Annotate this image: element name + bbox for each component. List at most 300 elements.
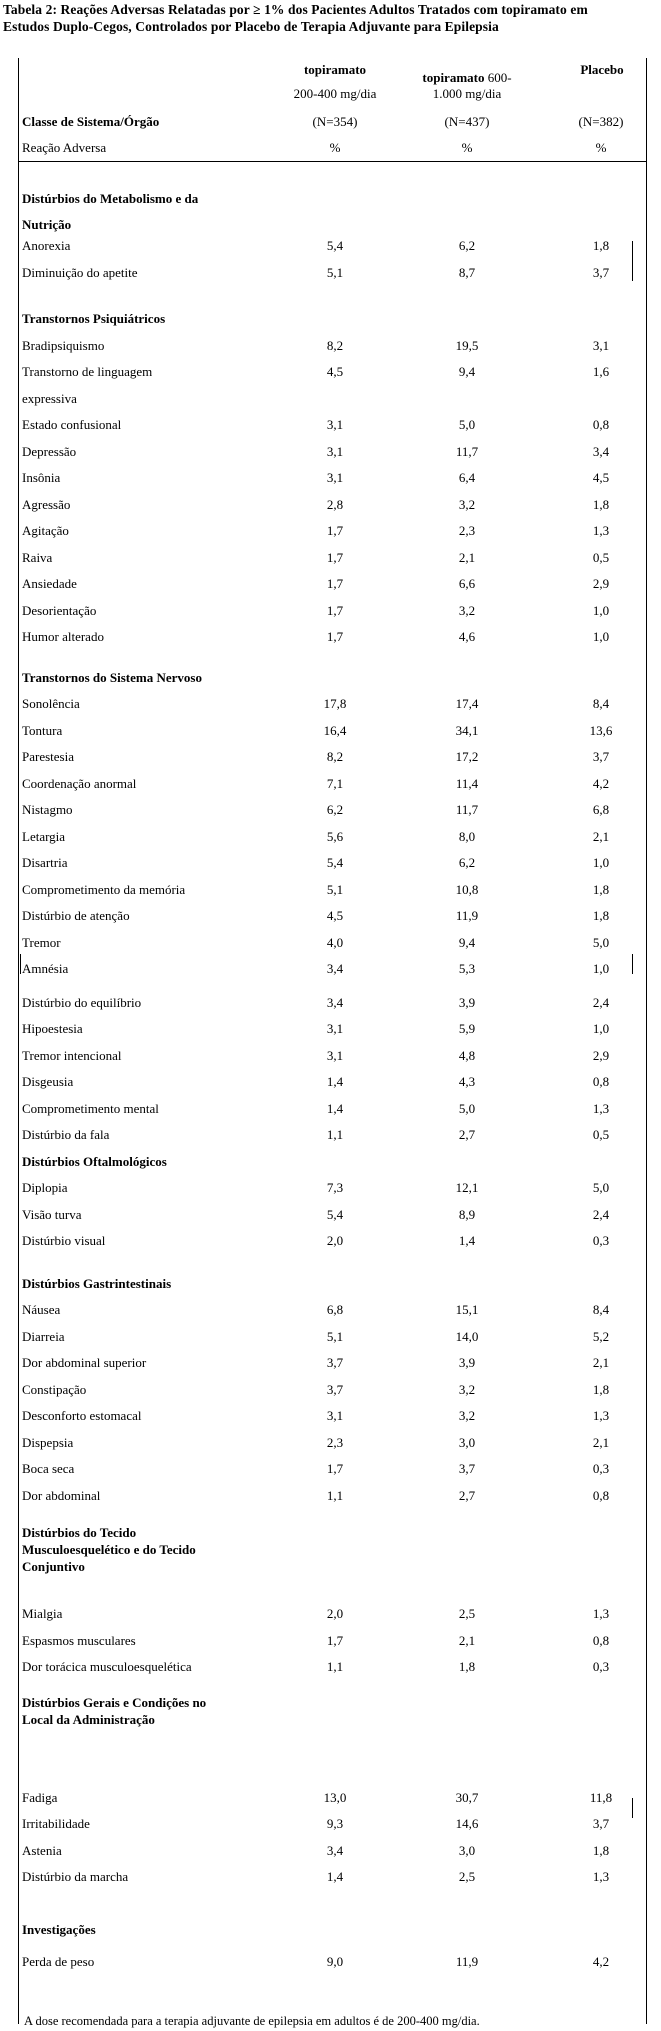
pct2: % <box>461 140 473 155</box>
table-row <box>22 623 646 650</box>
cell-value: 9,4 <box>458 934 476 950</box>
cell-value: 13,6 <box>589 722 613 738</box>
section-name <box>22 1524 196 1575</box>
table-row <box>22 1095 646 1122</box>
cell-value: 4,2 <box>592 1954 610 1969</box>
cell-value: 6,2 <box>458 855 476 870</box>
table-row <box>22 1042 646 1069</box>
cell-value: 1,0 <box>592 629 610 644</box>
cell-value: 2,1 <box>458 1632 476 1648</box>
cell-value: 8,4 <box>592 1302 610 1317</box>
spacer <box>22 1760 646 1784</box>
table-row <box>22 1121 646 1148</box>
cell-value: 3,0 <box>458 1434 476 1450</box>
cell-value: 2,1 <box>592 828 610 844</box>
cell-value: 1,0 <box>592 855 610 870</box>
cell-value: 1,7 <box>326 523 344 538</box>
cell-value: 5,4 <box>326 1206 344 1222</box>
cell-value: 1,8 <box>592 496 610 512</box>
cell-value: 4,3 <box>458 1074 476 1089</box>
reaction-name: Irritabilidade <box>22 1816 90 1831</box>
section-name <box>22 186 198 238</box>
reaction-name: Distúrbio da fala <box>22 1127 110 1142</box>
cell-value: 2,7 <box>458 1487 476 1503</box>
section-name-line: Distúrbios do Tecido <box>22 1525 137 1540</box>
cell-value: 5,0 <box>458 1100 476 1116</box>
cell-value: 14,6 <box>455 1816 479 1831</box>
cell-value: 1,6 <box>592 364 610 379</box>
section-name-line: Distúrbios Gerais e Condições no <box>22 1694 207 1710</box>
cell-value: 17,8 <box>323 696 347 711</box>
cell-value: 3,7 <box>458 1461 476 1476</box>
reaction-name: Distúrbio visual <box>22 1233 106 1248</box>
cell-value: 5,3 <box>458 961 476 976</box>
cell-value: 2,3 <box>458 523 476 538</box>
reaction-name: Comprometimento da memória <box>22 881 186 897</box>
reaction-name: Distúrbio de atenção <box>22 908 130 923</box>
cell-value: 3,1 <box>326 443 344 459</box>
cell-value: 1,7 <box>326 549 344 565</box>
cell-value: 4,0 <box>326 934 344 950</box>
reaction-name: Disartria <box>22 855 68 870</box>
col2-dose-a: 600- <box>484 70 512 85</box>
cell-value: 2,0 <box>326 1606 344 1621</box>
reaction-name: Agitação <box>22 523 69 538</box>
spacer <box>22 650 646 664</box>
cell-value: 3,1 <box>326 470 344 485</box>
section-heading <box>22 1148 646 1175</box>
cell-value: 6,2 <box>458 238 476 253</box>
table-row <box>22 743 646 770</box>
cell-value: 11,8 <box>589 1789 613 1805</box>
cell-value: 5,6 <box>326 828 344 844</box>
cell-value: 1,4 <box>326 1869 344 1884</box>
cell-value: 1,3 <box>592 1869 610 1884</box>
reaction-name: Comprometimento mental <box>22 1100 159 1116</box>
cell-value: 11,7 <box>455 802 479 817</box>
table-row <box>22 232 646 259</box>
cell-value: 8,9 <box>458 1206 476 1222</box>
cell-value: 3,2 <box>458 496 476 512</box>
reaction-name: Náusea <box>22 1302 61 1317</box>
cell-value: 4,6 <box>458 629 476 644</box>
cell-value: 8,7 <box>458 264 476 280</box>
cell-value: 3,1 <box>326 1047 344 1063</box>
spacer <box>22 1254 646 1270</box>
cell-value: 2,9 <box>592 576 610 591</box>
cell-value: 3,4 <box>592 443 610 459</box>
section-name-line: Local da Administração <box>22 1711 155 1727</box>
cell-value: 6,4 <box>458 470 476 485</box>
cell-value: 12,1 <box>455 1180 479 1195</box>
table-row <box>22 1323 646 1350</box>
table-row <box>22 544 646 571</box>
reaction-name: Tontura <box>22 722 63 738</box>
cell-value: 3,7 <box>592 264 610 280</box>
table-row <box>22 1429 646 1456</box>
cell-value: 5,1 <box>326 881 344 897</box>
cell-value: 0,5 <box>592 549 610 565</box>
cell-value: 0,3 <box>592 1461 610 1476</box>
column-divider <box>20 954 21 974</box>
table-row-continuation <box>22 385 646 412</box>
cell-value: 3,9 <box>458 1355 476 1370</box>
cell-value: 3,7 <box>592 1816 610 1831</box>
table-row <box>22 1376 646 1403</box>
section-heading <box>22 664 646 691</box>
col1-dose: 200-400 mg/dia <box>293 86 377 101</box>
reaction-name: Insônia <box>22 470 61 485</box>
table-title: Tabela 2: Reações Adversas Relatadas por ≥ 1% dos Pacientes Adultos Tratados com topiramato em Estudos Duplo-Cegos, Controlados por Placebo de Terapia Adjuvante para Epilepsia <box>3 2 588 34</box>
reaction-name: Agressão <box>22 496 71 512</box>
reaction-name: Disgeusia <box>22 1074 74 1089</box>
pct1: % <box>329 140 341 155</box>
reaction-name: Constipação <box>22 1381 87 1397</box>
cell-value: 0,8 <box>592 417 610 432</box>
cell-value: 5,0 <box>458 417 476 432</box>
cell-value: 1,3 <box>592 523 610 538</box>
table-row <box>22 1627 646 1654</box>
table-row <box>22 717 646 744</box>
cell-value: 3,2 <box>458 1381 476 1397</box>
cell-value: 1,8 <box>592 238 610 253</box>
reaction-name: Dor torácica musculoesquelética <box>22 1659 192 1674</box>
reaction-name: Estado confusional <box>22 417 122 432</box>
reaction-name: Bradipsiquismo <box>22 337 105 353</box>
cell-value: 4,5 <box>592 470 610 485</box>
cell-value: 0,5 <box>592 1127 610 1142</box>
reaction-name: Diminuição do apetite <box>22 264 138 280</box>
table-row <box>22 796 646 823</box>
section-name-line: Distúrbios do Metabolismo e da <box>22 191 199 206</box>
reaction-name: Diplopia <box>22 1180 68 1195</box>
cell-value: 5,0 <box>592 1180 610 1195</box>
cell-value: 1,0 <box>592 1021 610 1036</box>
table-row <box>22 1015 646 1042</box>
cell-value: 1,8 <box>592 1381 610 1397</box>
table-row <box>22 411 646 438</box>
cell-value: 1,1 <box>326 1659 344 1674</box>
cell-value: 1,4 <box>326 1100 344 1116</box>
table-row <box>22 1227 646 1254</box>
header-divider <box>18 161 646 162</box>
table-row <box>22 849 646 876</box>
table-row <box>22 517 646 544</box>
section-name-line: Musculoesquelético e do Tecido <box>22 1542 196 1557</box>
section-name-line: Nutrição <box>22 217 72 232</box>
cell-value: 13,0 <box>323 1789 347 1805</box>
table-row <box>22 1600 646 1627</box>
n2: (N=437) <box>444 114 490 129</box>
class-label: Classe de Sistema/Órgão <box>22 114 160 129</box>
cell-value: 6,2 <box>326 802 344 817</box>
cell-value: 5,2 <box>592 1328 610 1344</box>
spacer <box>22 1890 646 1916</box>
table-row <box>22 876 646 903</box>
table-row <box>22 1068 646 1095</box>
reaction-name: Anorexia <box>22 238 71 253</box>
cell-value: 2,5 <box>458 1869 476 1884</box>
table-row <box>22 989 646 1016</box>
cell-value: 6,8 <box>592 802 610 817</box>
cell-value: 8,2 <box>326 749 344 764</box>
cell-value: 0,3 <box>592 1659 610 1674</box>
cell-value: 1,3 <box>592 1606 610 1621</box>
table-row <box>22 358 646 385</box>
cell-value: 2,3 <box>326 1434 344 1450</box>
table-row <box>22 491 646 518</box>
cell-value: 5,1 <box>326 264 344 280</box>
cell-value: 11,4 <box>455 775 479 791</box>
spacer <box>22 1590 646 1600</box>
table-row <box>22 1948 646 1975</box>
table-row <box>22 955 646 982</box>
table-row <box>22 570 646 597</box>
cell-value: 0,8 <box>592 1487 610 1503</box>
cell-value: 3,7 <box>592 749 610 764</box>
reaction-name: Transtorno de linguagem <box>22 364 153 379</box>
cell-value: 7,1 <box>326 775 344 791</box>
section-name-line: Conjuntivo <box>22 1559 85 1574</box>
cell-value: 2,0 <box>326 1233 344 1248</box>
cell-value: 1,7 <box>326 1632 344 1648</box>
table-row <box>22 1784 646 1811</box>
reaction-name: Sonolência <box>22 696 80 711</box>
cell-value: 5,1 <box>326 1328 344 1344</box>
cell-value: 2,5 <box>458 1606 476 1621</box>
cell-value: 2,8 <box>326 496 344 512</box>
cell-value: 3,1 <box>326 1408 344 1423</box>
cell-value: 3,7 <box>326 1355 344 1370</box>
table-row <box>22 823 646 850</box>
table-row <box>22 259 646 286</box>
cell-value: 3,2 <box>458 1408 476 1423</box>
reaction-name: Coordenação anormal <box>22 775 137 791</box>
col1-title: topiramato <box>303 62 367 77</box>
reaction-name: Hipoestesia <box>22 1021 83 1036</box>
cell-value: 5,4 <box>326 238 344 253</box>
section-heading <box>22 1270 646 1297</box>
spacer <box>22 1508 646 1522</box>
col2-dose-b: 1.000 mg/dia <box>432 86 502 101</box>
cell-value: 2,1 <box>592 1355 610 1370</box>
col2-title: topiramato <box>422 70 485 85</box>
reaction-name: Tremor <box>22 934 61 950</box>
cell-value: 8,4 <box>592 696 610 711</box>
table-row <box>22 770 646 797</box>
spacer <box>22 285 646 305</box>
table-row <box>22 332 646 359</box>
cell-value: 14,0 <box>455 1328 479 1344</box>
table-row <box>22 929 646 956</box>
table-row <box>22 438 646 465</box>
table-row <box>22 597 646 624</box>
reaction-name: Diarreia <box>22 1328 65 1344</box>
table-row <box>22 1837 646 1864</box>
cell-value: 1,8 <box>592 1842 610 1858</box>
cell-value: 1,1 <box>326 1127 344 1142</box>
n1: (N=354) <box>312 114 358 129</box>
table-body <box>22 186 646 1975</box>
cell-value: 19,5 <box>455 337 479 353</box>
cell-value: 5,9 <box>458 1021 476 1036</box>
cell-value: 34,1 <box>455 722 479 738</box>
reaction-name: Humor alterado <box>22 629 104 644</box>
cell-value: 3,4 <box>326 1842 344 1858</box>
table-row <box>22 1349 646 1376</box>
cell-value: 11,9 <box>455 908 479 923</box>
reaction-name: Fadiga <box>22 1789 58 1805</box>
cell-value: 17,4 <box>455 696 479 711</box>
reaction-name: Espasmos musculares <box>22 1632 136 1648</box>
section-name: Transtornos do Sistema Nervoso <box>22 669 202 685</box>
cell-value: 16,4 <box>323 722 347 738</box>
table-row <box>22 464 646 491</box>
cell-value: 2,7 <box>458 1127 476 1142</box>
table-row <box>22 1653 646 1680</box>
cell-value: 11,7 <box>455 443 479 459</box>
reaction-name: Dispepsia <box>22 1434 74 1450</box>
cell-value: 3,4 <box>326 994 344 1010</box>
cell-value: 15,1 <box>455 1302 479 1317</box>
cell-value: 8,0 <box>458 828 476 844</box>
cell-value: 4,5 <box>326 908 344 923</box>
table-row <box>22 1863 646 1890</box>
reaction-name: Depressão <box>22 443 77 459</box>
reaction-name: Distúrbio da marcha <box>22 1869 129 1884</box>
table-row <box>22 1455 646 1482</box>
reaction-name: Nistagmo <box>22 802 73 817</box>
cell-value: 5,0 <box>592 934 610 950</box>
cell-value: 2,4 <box>592 1206 610 1222</box>
reaction-name: Perda de peso <box>22 1954 95 1969</box>
cell-value: 1,1 <box>326 1487 344 1503</box>
section-name: Distúrbios Oftalmológicos <box>22 1153 167 1169</box>
reaction-name: Astenia <box>22 1842 62 1858</box>
section-name: Distúrbios Gastrintestinais <box>22 1275 172 1291</box>
cell-value: 3,7 <box>326 1381 344 1397</box>
cell-value: 3,1 <box>592 337 610 353</box>
reaction-name: Parestesia <box>22 749 74 764</box>
cell-value: 30,7 <box>455 1789 479 1805</box>
reaction-name: Mialgia <box>22 1606 63 1621</box>
cell-value: 1,7 <box>326 629 344 644</box>
table-row <box>22 1810 646 1837</box>
cell-value: 4,5 <box>326 364 344 379</box>
cell-value: 11,9 <box>455 1954 479 1969</box>
footnote: A dose recomendada para a terapia adjuvante de epilepsia em adultos é de 200-400 mg/dia. <box>24 2014 480 2028</box>
cell-value: 4,8 <box>458 1047 476 1063</box>
reaction-name: Letargia <box>22 828 66 844</box>
cell-value: 3,1 <box>326 1021 344 1036</box>
cell-value: 1,3 <box>592 1100 610 1116</box>
section-name: Transtornos Psiquiátricos <box>22 311 166 326</box>
reaction-name: Dor abdominal superior <box>22 1355 147 1370</box>
cell-value: 7,3 <box>326 1180 344 1195</box>
cell-value: 4,2 <box>592 775 610 791</box>
reaction-name: Dor abdominal <box>22 1487 101 1503</box>
pct3: % <box>595 140 607 155</box>
reaction-name: Distúrbio do equilíbrio <box>22 994 142 1010</box>
reaction-name: Raiva <box>22 549 53 565</box>
spacer <box>22 982 646 989</box>
n3: (N=382) <box>578 114 624 129</box>
cell-value: 1,8 <box>592 908 610 923</box>
section-heading <box>22 186 646 232</box>
cell-value: 8,2 <box>326 337 344 353</box>
section-heading <box>22 1916 646 1943</box>
cell-value: 3,4 <box>326 961 344 976</box>
section-heading <box>22 1692 646 1760</box>
reaction-name: Visão turva <box>22 1206 82 1222</box>
cell-value: 3,2 <box>458 602 476 618</box>
cell-value: 1,4 <box>326 1074 344 1089</box>
cell-value: 1,3 <box>592 1408 610 1423</box>
cell-value: 0,3 <box>592 1233 610 1248</box>
cell-value: 9,0 <box>326 1954 344 1969</box>
cell-value: 1,8 <box>592 881 610 897</box>
cell-value: 3,1 <box>326 417 344 432</box>
cell-value: 1,7 <box>326 602 344 618</box>
cell-value: 6,6 <box>458 576 476 591</box>
cell-value: 0,8 <box>592 1632 610 1648</box>
cell-value: 1,4 <box>458 1233 476 1248</box>
table-row <box>22 1174 646 1201</box>
adverse-reactions-table <box>22 56 646 1975</box>
reaction-name: Ansiedade <box>22 576 77 591</box>
table-row <box>22 1482 646 1509</box>
table-row <box>22 1296 646 1323</box>
cell-value: 0,8 <box>592 1074 610 1089</box>
cell-value: 2,1 <box>458 549 476 565</box>
reaction-label: Reação Adversa <box>22 140 107 155</box>
reaction-name: Amnésia <box>22 961 69 976</box>
cell-value: 17,2 <box>455 749 479 764</box>
cell-value: 2,1 <box>592 1434 610 1450</box>
col2-header <box>402 70 532 86</box>
table-header <box>22 56 646 186</box>
reaction-name: Tremor intencional <box>22 1047 122 1063</box>
cell-value: 1,7 <box>326 1461 344 1476</box>
cell-value: 9,3 <box>326 1816 344 1831</box>
spacer <box>22 1680 646 1692</box>
section-name <box>22 1694 206 1728</box>
reaction-name: Desorientação <box>22 602 97 618</box>
cell-value: 1,0 <box>592 602 610 618</box>
table-row <box>22 1201 646 1228</box>
table-row <box>22 690 646 717</box>
cell-value: 3,0 <box>458 1842 476 1858</box>
cell-value: 5,4 <box>326 855 344 870</box>
reaction-name: Desconforto estomacal <box>22 1408 142 1423</box>
cell-value: 2,4 <box>592 994 610 1010</box>
section-heading <box>22 305 646 332</box>
cell-value: 6,8 <box>326 1302 344 1317</box>
table-row <box>22 1402 646 1429</box>
section-name: Investigações <box>22 1921 96 1937</box>
reaction-name-continuation: expressiva <box>22 390 77 406</box>
cell-value: 1,7 <box>326 576 344 591</box>
cell-value: 3,9 <box>458 994 476 1010</box>
table-row <box>22 902 646 929</box>
cell-value: 1,8 <box>458 1659 476 1674</box>
cell-value: 10,8 <box>455 881 479 897</box>
cell-value: 1,0 <box>592 961 610 976</box>
col3-title: Placebo <box>580 62 624 77</box>
reaction-name: Boca seca <box>22 1461 75 1476</box>
cell-value: 9,4 <box>458 364 476 379</box>
section-heading <box>22 1522 646 1590</box>
